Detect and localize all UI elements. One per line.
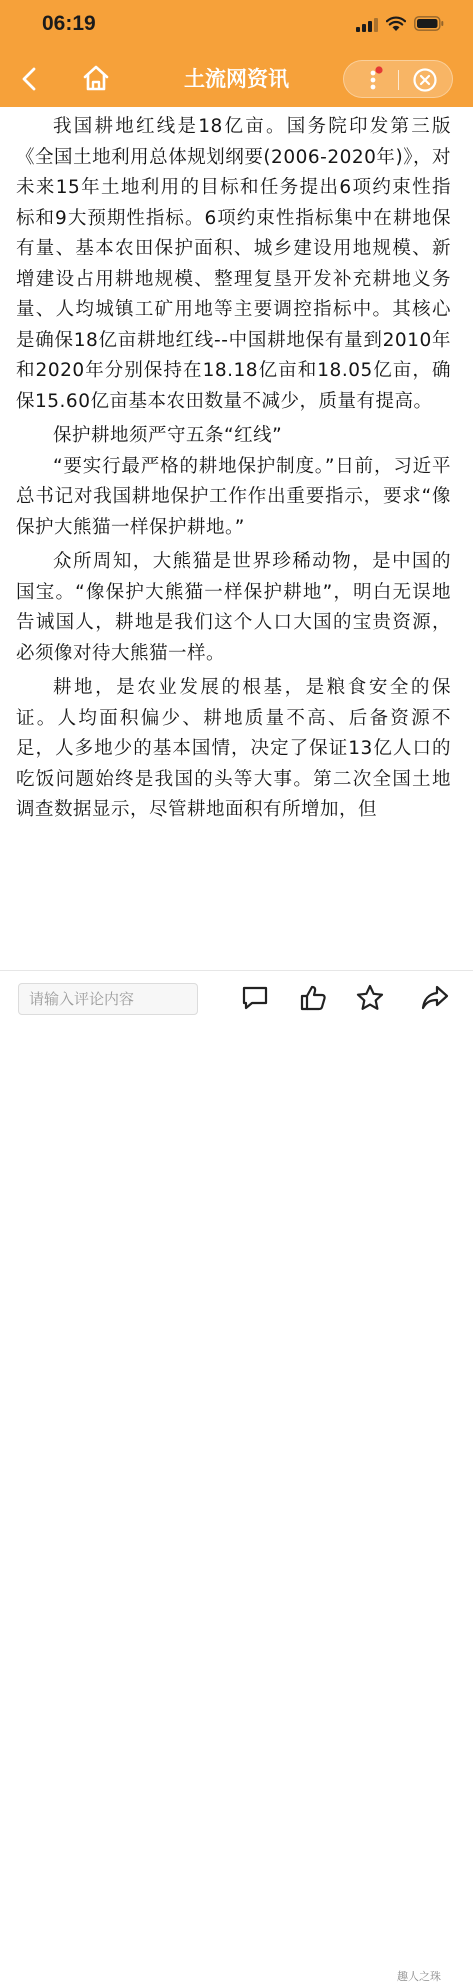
article-paragraph: 我国耕地红线是18亿亩。国务院印发第三版《全国土地利用总体规划纲要(2006-2020年)》，对未来15年土地利用的目标和任务提出6项约束性指标和9大预期性指标。6项约束性指标集中在耕地保有量、基本农田保护面积、城乡建设用地规模、新增建设占用耕地规模、整理复垦开发补充耕地义务量、人均城镇工矿用地等主要调控指标中。其核心是确保18亿亩耕地红线--中国耕地保有量到2010年和2020年分别保持在18.18亿亩和18.05亿亩，确保15.60亿亩基本农田数量不减少，质量有提高。 <box>16 116 451 412</box>
status-time: 06:19 <box>42 12 96 35</box>
close-icon[interactable] <box>412 67 438 93</box>
battery-icon <box>414 16 444 31</box>
article-paragraph: “要实行最严格的耕地保护制度。”日前，习近平总书记对我国耕地保护工作作出重要指示，要求“像保护大熊猫一样保护耕地。” <box>16 455 451 538</box>
more-icon[interactable] <box>363 65 383 95</box>
wifi-icon <box>386 16 406 32</box>
comment-icon[interactable] <box>240 983 270 1013</box>
capsule-divider <box>398 70 399 90</box>
share-icon[interactable] <box>420 983 450 1013</box>
article-body <box>0 107 473 970</box>
watermark-text: 趣人之珠 <box>397 1970 441 1983</box>
article-subheading: 保护耕地须严守五条“红线” <box>53 425 283 446</box>
article-paragraph: 众所周知，大熊猫是世界珍稀动物，是中国的国宝。“像保护大熊猫一样保护耕地”，明白无误地告诫国人，耕地是我们这个人口大国的宝贵资源，必须像对待大熊猫一样。 <box>16 551 451 664</box>
like-icon[interactable] <box>298 983 328 1013</box>
nav-bar <box>0 52 473 107</box>
bottom-toolbar <box>0 970 473 1983</box>
status-bar <box>0 0 473 52</box>
signal-icon <box>356 18 378 32</box>
article-paragraph: 耕地，是农业发展的根基，是粮食安全的保证。人均面积偏少、耕地质量不高、后备资源不足，人多地少的基本国情，决定了保证13亿人口的吃饭问题始终是我国的头等大事。第二次全国土地调查数据显示，尽管耕地面积有所增加，但 <box>16 677 451 820</box>
page-title: 土流网资讯 <box>184 67 289 91</box>
comment-input[interactable] <box>18 983 198 1015</box>
app-header <box>0 0 473 107</box>
star-icon[interactable] <box>355 983 385 1013</box>
mini-program-capsule <box>343 60 453 98</box>
